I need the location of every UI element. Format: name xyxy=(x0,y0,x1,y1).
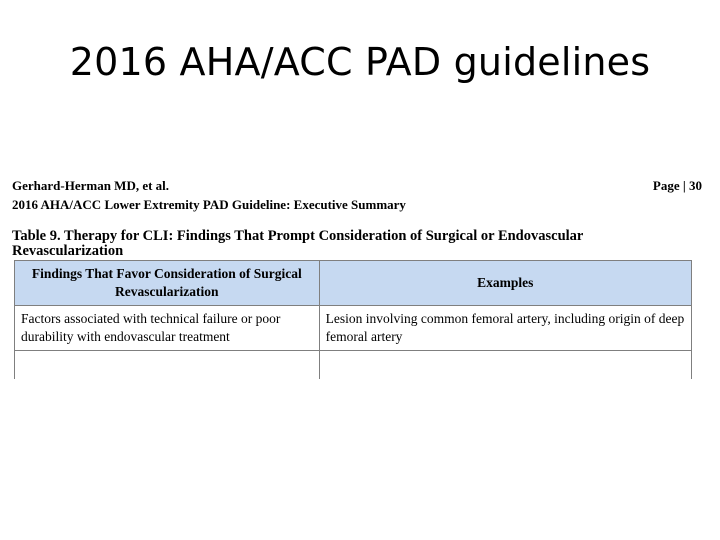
table-header-findings: Findings That Favor Consideration of Surgical Revascularization xyxy=(15,261,320,306)
document-guideline-title: 2016 AHA/ACC Lower Extremity PAD Guideline: Executive Summary xyxy=(12,197,406,212)
document-excerpt xyxy=(12,174,702,354)
table-header-examples: Examples xyxy=(319,261,691,306)
table-cell-cropped xyxy=(15,351,320,380)
table-title: Table 9. Therapy for CLI: Findings That Prompt Consideration of Surgical or Endovascular Revascularization xyxy=(12,228,584,259)
table-cell-example: Lesion involving common femoral artery, including origin of deep femoral artery xyxy=(319,306,691,351)
table-header-row xyxy=(15,261,692,306)
table-row-cropped xyxy=(15,351,692,380)
table-cell-finding: Factors associated with technical failure or poor durability with endovascular treatment xyxy=(15,306,320,351)
findings-table xyxy=(14,260,692,379)
slide-title: 2016 AHA/ACC PAD guidelines xyxy=(69,40,651,84)
table-row xyxy=(15,306,692,351)
table-cell-cropped xyxy=(319,351,691,380)
document-page-label: Page | 30 xyxy=(652,178,702,193)
document-author: Gerhard-Herman MD, et al. xyxy=(12,178,170,193)
